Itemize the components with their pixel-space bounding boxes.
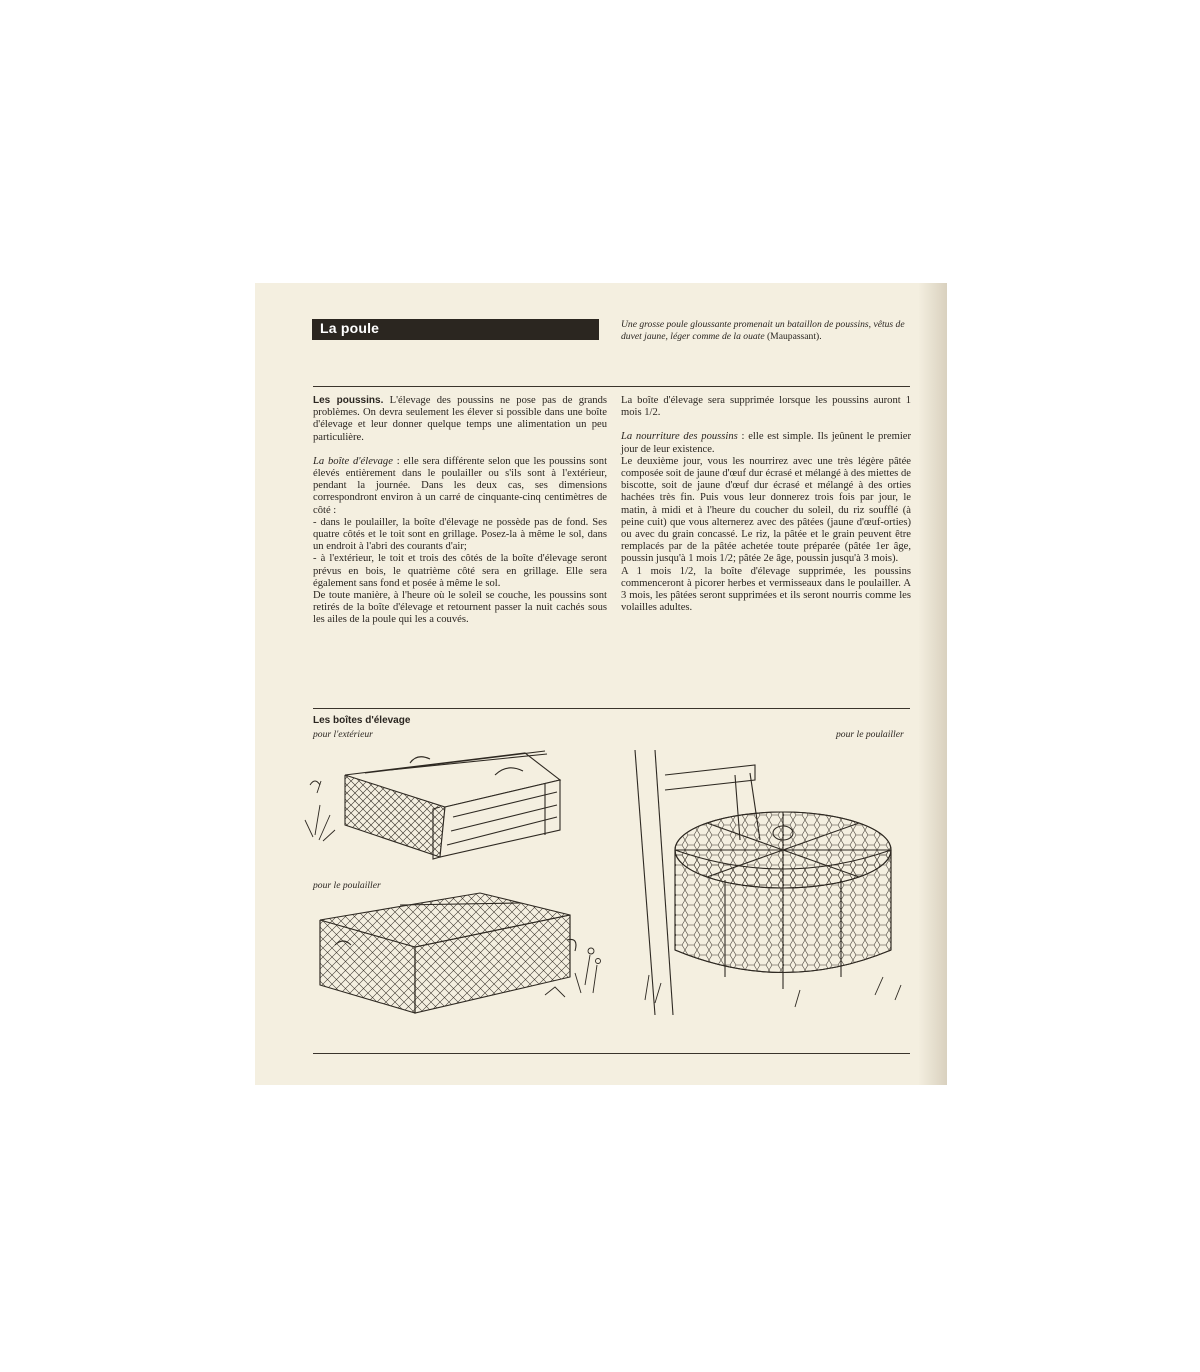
caption-exterieur: pour l'extérieur xyxy=(313,729,373,740)
left-paragraph-5: De toute manière, à l'heure où le soleil se couche, les poussins sont retirés de la boîte d'élevage et retournent passer la nuit cachés sous les ailes de la poule qui les a couvés. xyxy=(313,590,607,626)
right-paragraph-1: La boîte d'élevage sera supprimée lorsque les poussins auront 1 mois 1/2. xyxy=(621,395,911,419)
right-paragraph-3: Le deuxième jour, vous les nourrirez avec une très légère pâtée composée soit de jaune d'œuf dur écrasé et mélangé à des miettes de biscotte, soit de jaune d'œuf dur écrasé et mélangé à des orties hachées très fin. Puis vous leur donnerez trois fois par jour, le matin, à midi et à l'heure du coucher du soleil, du riz soufflé (à peine cuit) que vous alternerez avec des pâtées (jaune d'œuf-orties) ou avec du grain concassé. Le riz, la pâtée et le grain peuvent être remplacés par de la pâtée achetée toute préparée (pâtée 1er âge, poussin jusqu'à 1 mois 1/2; pâtée 2e âge, poussin jusqu'à 3 mois). xyxy=(621,455,911,565)
epigraph-quote: Une grosse poule gloussante promenait un bataillon de poussins, vêtus de duvet jaune, léger comme de la ouate xyxy=(621,319,905,342)
epigraph xyxy=(621,319,921,343)
footer-rule xyxy=(313,1053,910,1054)
illustrations-title: Les boîtes d'élevage xyxy=(313,715,411,726)
round-cage-illustration xyxy=(625,745,920,1020)
caption-poulailler-right: pour le poulailler xyxy=(836,729,904,740)
epigraph-source: (Maupassant). xyxy=(764,331,822,342)
illustration-rule xyxy=(313,708,910,709)
section-title: La poule xyxy=(320,320,380,336)
right-paragraph-4: A 1 mois 1/2, la boîte d'élevage supprimée, les poussins commenceront à picorer herbes et vermisseaux dans le poulailler. A 3 mois, les pâtées seront supprimées et ils seront nourris comme les volailles adultes. xyxy=(621,565,911,614)
page-gutter-shadow xyxy=(918,283,947,1085)
right-paragraph-2: La nourriture des poussins : elle est simple. Ils jeûnent le premier jour de leur existence. xyxy=(621,431,911,455)
left-paragraph-1: Les poussins. L'élevage des poussins ne pose pas de grands problèmes. On devra seulement les élever si possible dans une boîte d'élevage et leur donner quelque temps une alimentation un peu particulière. xyxy=(313,395,607,443)
left-paragraph-2: La boîte d'élevage : elle sera différente selon que les poussins sont élevés entièrement dans le poulailler ou s'ils sont à l'extérieur, pendant la journée. Dans les deux cas, ses dimensions correspondront environ à un carré de cinquante-cinq centimètres de côté : xyxy=(313,455,608,516)
section-title-bar xyxy=(312,319,599,340)
subheading-boite: La boîte d'élevage xyxy=(313,455,393,467)
caption-poulailler-left: pour le poulailler xyxy=(313,880,381,891)
wooden-breeding-box-illustration xyxy=(295,745,595,870)
left-paragraph-3: - dans le poulailler, la boîte d'élevage ne possède pas de fond. Ses quatre côtés et le toit sont en grillage. Posez-la à même le sol, dans un endroit à l'abri des courants d'air; xyxy=(313,516,607,553)
right-column xyxy=(621,395,911,614)
mesh-breeding-box-illustration xyxy=(305,885,615,1015)
subheading-nourriture: La nourriture des poussins xyxy=(621,431,738,443)
header-rule xyxy=(313,386,910,387)
left-paragraph-4: - à l'extérieur, le toit et trois des côtés de la boîte d'élevage seront prévus en bois, le quatrième côté sera en grillage. Elle sera également sans fond et posée à même le sol. xyxy=(313,553,607,589)
left-column xyxy=(313,395,607,627)
section-lead: Les poussins. xyxy=(313,395,384,406)
